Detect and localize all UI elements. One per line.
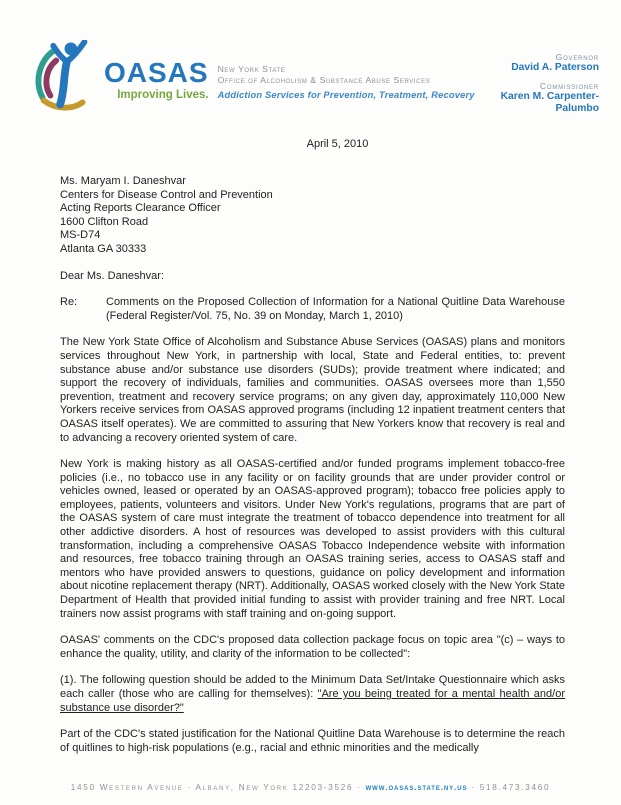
recipient-line: Centers for Disease Control and Prevention bbox=[60, 188, 273, 201]
governor-title: Governor bbox=[555, 52, 599, 62]
recipient-line: Acting Reports Clearance Officer bbox=[60, 202, 221, 215]
paragraph-comments-intro: OASAS' comments on the CDC's proposed data collection package focus on topic area "(c) – ways to enhance the quality, utility, and clarity of the information to be collected": bbox=[60, 634, 565, 660]
oasas-figure-icon bbox=[26, 40, 104, 118]
officials-block bbox=[475, 40, 601, 122]
re-label: Re: bbox=[60, 296, 78, 309]
re-line bbox=[60, 296, 565, 323]
re-subject: Comments on the Proposed Collection of Information for a National Quitline Data Warehouse (Federal Register/Vol. 75, No. 39 on Monday, March 1, 2010) bbox=[106, 296, 565, 322]
org-name-line2: Office of Alcoholism & Substance Abuse Services bbox=[217, 74, 431, 85]
letter-date: April 5, 2010 bbox=[306, 138, 369, 150]
salutation: Dear Ms. Daneshvar: bbox=[60, 269, 164, 282]
paragraph-oasas-overview: The New York State Office of Alcoholism and Substance Abuse Services (OASAS) plans and monitors services throughout New York, in partnership with local, State and Federal entities, to: prevent substance abuse and/or substance use disorders (SUDs); provide treatment where indicated; and support the recovery of individuals, families and communities. OASAS oversees more than 1,550 prevention, treatment and recovery service programs; on any given day, approximately 110,000 New Yorkers receive services from OASAS approved programs (including 12 inpatient treatment centers that OASAS itself operates). We are committed to assuring that New Yorkers know that recovery is real and to advancing a recovery oriented system of care. bbox=[60, 336, 565, 444]
recipient-line: Ms. Maryam I. Daneshvar bbox=[60, 175, 186, 187]
oasas-acronym: OASAS bbox=[104, 57, 209, 88]
paragraph-cdc-justification: Part of the CDC's stated justification for the National Quitline Data Warehouse is to determine the reach of quitlines to high-risk populations (e.g., racial and ethnic minorities and the medically bbox=[60, 728, 565, 754]
commissioner-entry bbox=[475, 81, 599, 115]
recipient-line: 1600 Clifton Road bbox=[60, 215, 149, 228]
paragraph-tobacco-free: New York is making history as all OASAS-certified and/or funded programs implement tobacco-free policies (i.e., no tobacco use in any facility or on facility grounds that are under provider control or vehicles owned, leased or operated by an OASAS-approved program); tobacco free policies apply to employees, patients, volunteers and visitors. Under New York's regulations, programs that are part of the OASAS system of care must integrate the treatment of tobacco dependence into treatment for all other addictive disorders. A host of resources was developed to assist providers with this cultural transformation, including a comprehensive OASAS Tobacco Independence website with information and resources, free tobacco training through an OASAS training series, access to OASAS staff and mentors who have provided answers to questions, guidance on policy development and information about nicotine replacement therapy (NRT). Additionally, OASAS worked closely with the New York State Department of Health that provided initial funding to assist with provider training and free NRT. Local trainers now assist programs with staff training and on-going support. bbox=[60, 458, 565, 620]
commissioner-title: Commissioner bbox=[539, 81, 599, 91]
recipient-line: MS-D74 bbox=[60, 229, 101, 242]
org-name bbox=[218, 64, 475, 86]
letterhead bbox=[0, 0, 621, 122]
paragraph-recommendation-1 bbox=[60, 674, 565, 715]
improving-lives-motto: Improving Lives. bbox=[117, 89, 209, 101]
org-name-line1: New York State bbox=[217, 64, 286, 74]
footer-website: www.oasas.state.ny.us bbox=[365, 783, 468, 792]
logo-text bbox=[104, 40, 475, 101]
governor-entry bbox=[475, 52, 599, 74]
footer-phone: · 518.473.3460 bbox=[467, 783, 551, 792]
footer-address: 1450 Western Avenue · Albany, New York 12203-3526 · bbox=[70, 783, 366, 792]
governor-name: David A. Paterson bbox=[511, 62, 599, 73]
letter-body bbox=[0, 175, 621, 755]
commissioner-name: Karen M. Carpenter-Palumbo bbox=[500, 91, 599, 114]
recipient-line: Atlanta GA 30333 bbox=[60, 242, 147, 255]
recommendation-1-question-underlined: "Are you being treated for a mental health and/or substance use disorder?" bbox=[60, 688, 565, 714]
oasas-logo bbox=[26, 40, 475, 118]
recommendation-1-text: (1). The following question should be added to the Minimum Data Set/Intake Questionnaire which asks each caller (those who are calling for themselves): bbox=[60, 674, 565, 700]
recipient-address bbox=[60, 175, 565, 257]
services-tagline: Addiction Services for Prevention, Treatment, Recovery bbox=[217, 90, 475, 100]
footer-contact-line bbox=[0, 783, 621, 792]
